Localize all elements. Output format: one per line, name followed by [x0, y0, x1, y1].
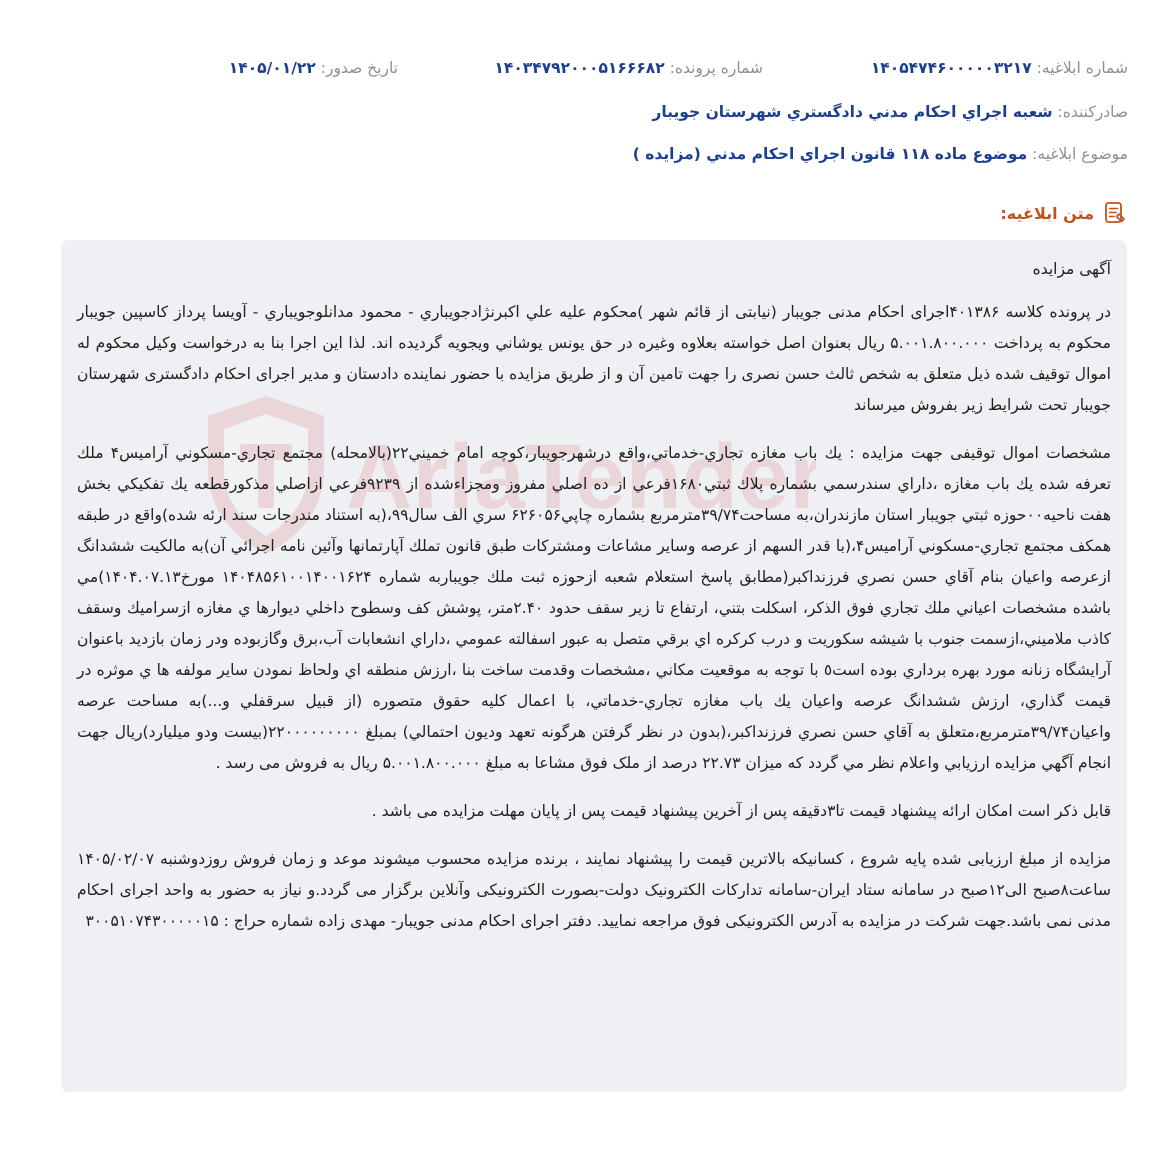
issuer-label: صادرکننده:	[1057, 103, 1128, 121]
notice-text-section-title	[1000, 198, 1128, 228]
issue-date-label: تاریخ صدور:	[320, 59, 398, 77]
notice-number	[871, 53, 1128, 83]
section-title-text: متن ابلاغیه:	[1000, 203, 1094, 223]
issuer	[652, 97, 1128, 127]
notice-body	[77, 254, 1111, 954]
case-number	[494, 53, 763, 83]
document-icon	[1102, 200, 1128, 226]
subject-label: موضوع ابلاغیه:	[1032, 145, 1128, 163]
body-paragraph-bidding-note: قابل ذکر است امکان ارائه پیشنهاد قیمت تا۳دقیقه پس از آخرین پیشنهاد قیمت پس از پایان مهلت مزایده می باشد .	[371, 802, 1111, 820]
meta-row-numbers	[0, 53, 1174, 83]
body-paragraph-property: مشخصات اموال توقیفی جهت مزایده : يك باب مغازه تجاري-خدماتي،واقع درشهرجويبار،كوچه امام خميني۲۲(بالامحله) مجتمع تجاري-مسكوني آراميس۴ ملك تعرفه شده يك باب مغازه ،داراي سندرسمي بشماره پلاك ثبتي۱۶۸۰فرعي از ده اصلي مفروز ومجزاءشده از ۹۲۳۹فرعي ازاصلي مذكورقطعه يك تفكيكي بخش هفت ناحيه۰۰حوزه ثبتي جويبار استان مازندران،به مساحت۳۹/۷۴مترمربع بشماره چاپي۶۲۶۰۵۶ سري الف سال۹۹،(به استناد مندرجات سند ارئه شده)واقع در طبقه همكف مجتمع تجاري-مسكوني آراميس۴،(با قدر السهم از عرصه وساير مشاعات ومشتركات طبق قانون تملك آپارتمانها وآئين نامه اجرائي آن)به مالكيت ششدانگ ازعرصه واعيان بنام آقاي حسن نصري فرزنداكبر(مطابق پاسخ استعلام شعبه ازحوزه ثبت ملك جويباربه شماره ۱۴۰۴۸۵۶۱۰۰۱۴۰۰۱۶۲۴ مورخ۱۴۰۴.۰۷.۱۳)مي باشده مشخصات اعياني ملك تجاري فوق الذكر، اسكلت بتني، ارتفاع تا زير سقف حدود ۲.۴۰متر، پوشش كف وسطوح داخلي ديوارها ي مغازه ازسراميك وسقف كاذب ملاميني،ازسمت جنوب با شيشه سكوريت و درب كركره اي برقي متصل به عبور اسفالته عمومي ،داراي انشعابات آب،برق وگازبوده ودر زمان بازديد باعنوان آرايشگاه زنانه مورد بهره برداري بوده است٥ با توجه به موقعيت مكاني ،مشخصات وقدمت ساخت بنا ،ارزش منطقه اي ولحاظ نمودن ساير مولفه ها ي موثره در قيمت گذاري، ارزش ششدانگ عرصه واعيان يك باب مغازه تجاري-خدماتي، با اعمال كليه حقوق متصوره (از قبيل سرقفلي و...)به مساحت عرصه واعيان۳۹/۷۴مترمربع،متعلق به آقاي حسن نصري فرزنداكبر،(بدون در نظر گرفتن هرگونه تعهد وديون احتمالي) بمبلغ ۲۲۰۰۰۰۰۰۰۰۰(بيست ودو ميليارد)ريال جهت انجام آگهي مزايده ارزيابي واعلام نظر مي گردد که میزان ۲۲.۷۳ درصد از ملک فوق مشاعا به مبلغ ۵.۰۰۱.۸۰۰.۰۰۰ ریال به فروش می رسد .	[77, 444, 1112, 772]
notice-number-value: ۱۴۰۵۴۷۴۶۰۰۰۰۰۳۲۱۷	[870, 59, 1032, 77]
issue-date-value: ۱۴۰۵/۰۱/۲۲	[228, 59, 316, 77]
body-paragraph-auction-schedule: مزایده از مبلغ ارزیابی شده پایه شروع ، کسانیکه بالاترین قیمت را پیشنهاد نمایند ، برنده مزایده محسوب میشوند موعد و زمان فروش روزدوشنبه ۱۴۰۵/۰۲/۰۷ ساعت۸صبح الی۱۲صبح در سامانه ستاد ایران-سامانه تدارکات الکترونیک دولت-بصورت الکترونیکی وآنلاین برگزار می گردد.و نیاز به حضور به واحد اجرای احکام مدنی نمی باشد.جهت شرکت در مزایده به آدرس الکترونیکی فوق مراجعه نمایید. دفتر اجرای احکام مدنی جویبار- مهدی زاده شماره حراج : ۳۰۰۵۱۰۷۴۳۰۰۰۰۰۱۵	[77, 850, 1111, 930]
notice-body-panel	[61, 240, 1127, 1092]
issue-date	[229, 53, 398, 83]
body-paragraph-case: در پرونده کلاسه ۴۰۱۳۸۶اجرای احکام مدنی جویبار (نیابتی از قائم شهر )محکوم علیه علي اکبرنژادجويباري - محمود مدانلوجويباري - آويسا پرداز کاسپين جويبار محکوم به پرداخت ۵.۰۰۱.۸۰۰.۰۰۰ ریال بعنوان اصل خواسته بعلاوه وغیره در حق یونس یوشاني ویجویه گردیده اند. لذا این اجرا بنا به درخواست وکیل محکوم له اموال توقیف شده ذیل متعلق به شخص ثالث حسن نصری را جهت تامین آن و از طریق مزایده با حضور نماینده دادستان و مدیر اجرای احکام دادگستری شهرستان جویبار تحت شرایط زیر بفروش میرساند	[77, 303, 1111, 414]
meta-row-subject	[0, 139, 1174, 169]
case-number-label: شماره پرونده:	[669, 59, 763, 77]
auction-heading: آگهی مزایده	[1032, 260, 1111, 278]
subject	[633, 139, 1128, 169]
notice-number-label: شماره ابلاغیه:	[1036, 59, 1128, 77]
watermark-text: AriaTender	[346, 426, 816, 528]
meta-row-issuer	[0, 97, 1174, 127]
subject-value: موضوع ماده ۱۱۸ قانون اجراي احکام مدني (مزايده )	[632, 145, 1028, 163]
case-number-value: ۱۴۰۳۴۷۹۲۰۰۰۵۱۶۶۶۸۲	[494, 59, 665, 77]
issuer-value: شعبه اجراي احکام مدني دادگستري شهرستان جويبار	[652, 103, 1053, 121]
